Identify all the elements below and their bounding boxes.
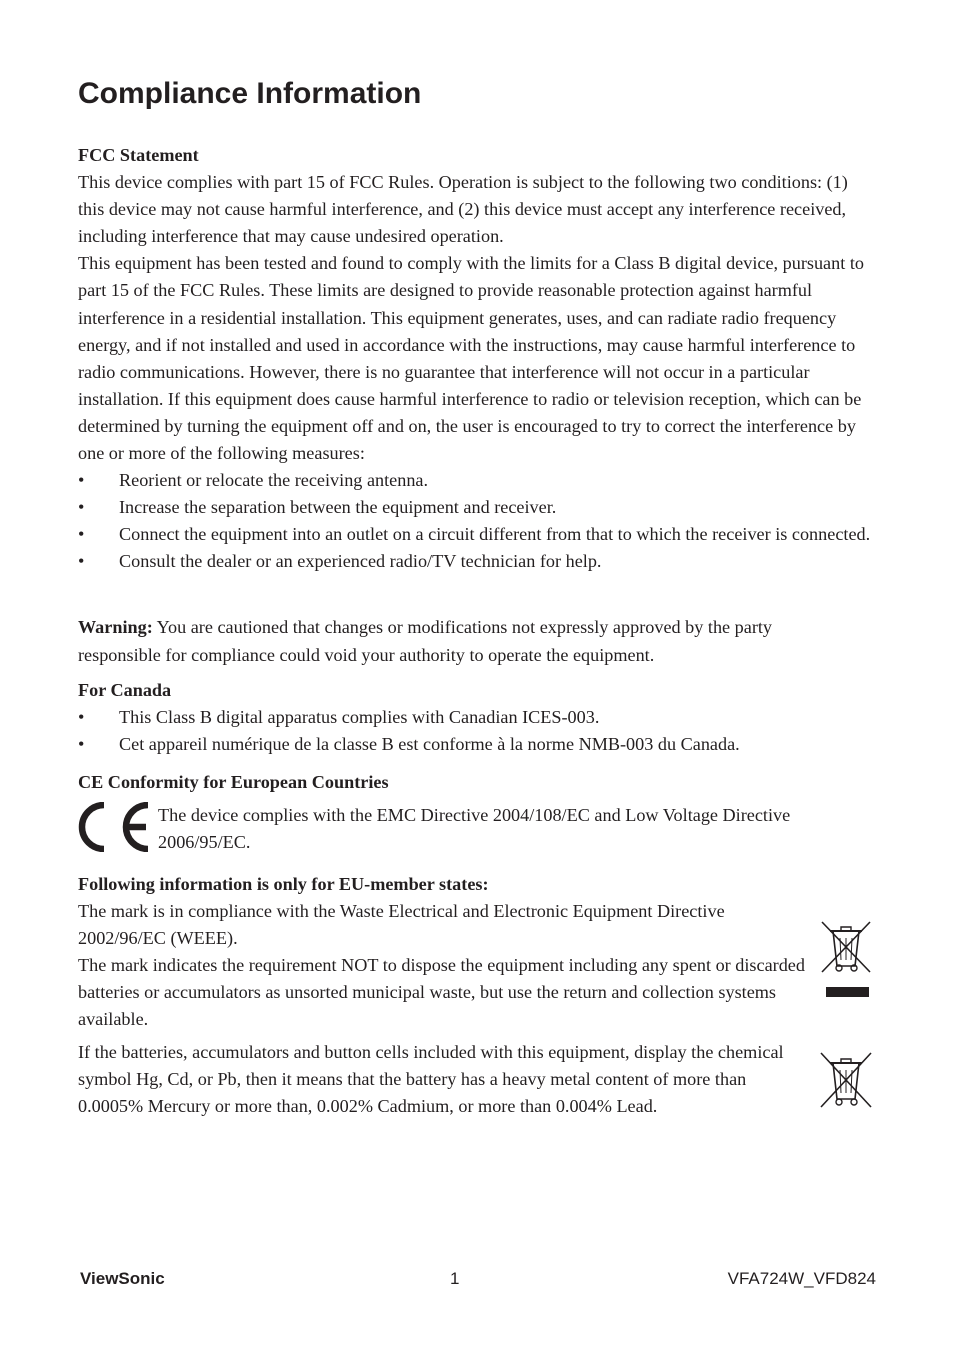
ce-text: The device complies with the EMC Directive 2004/108/EC and Low Voltage Directive 2006/95/EC. bbox=[158, 805, 791, 853]
canada-section bbox=[78, 677, 878, 758]
ce-mark-icon bbox=[78, 802, 150, 852]
eu-section bbox=[78, 871, 818, 1034]
list-item bbox=[78, 521, 878, 548]
list-item bbox=[78, 704, 878, 731]
bullet-icon: • bbox=[78, 524, 85, 545]
fcc-paragraph-2: This equipment has been tested and found to comply with the limits for a Class B digital device, pursuant to part 15 of the FCC Rules. These limits are designed to provide reasonable protection against harmful interference in a residential installation. This equipment generates, uses, and can radiate radio frequency energy, and if not installed and used in accordance with the instructions, may cause harmful interference to radio communications. However, there is no guarantee that interference will not occur in a particular installation. If this equipment does cause harmful interference to radio or television reception, which can be determined by turning the equipment off and on, the user is encouraged to try to correct the interference by one or more of the following measures: bbox=[78, 253, 864, 464]
list-item bbox=[78, 494, 878, 521]
canada-list bbox=[78, 704, 878, 758]
warning-section bbox=[78, 613, 818, 669]
ce-heading-block bbox=[78, 769, 878, 796]
bullet-icon: • bbox=[78, 707, 85, 728]
list-item-text: Connect the equipment into an outlet on a circuit different from that to which the receiver is connected. bbox=[119, 524, 871, 545]
bullet-icon: • bbox=[78, 551, 85, 572]
eu-paragraph-2: The mark indicates the requirement NOT to dispose the equipment including any spent or discarded batteries or accumulators as unsorted municipal waste, but use the return and collection systems available. bbox=[78, 955, 805, 1030]
footer-brand: ViewSonic bbox=[80, 1269, 165, 1288]
list-item-text: Cet appareil numérique de la classe B est conforme à la norme NMB-003 du Canada. bbox=[119, 734, 740, 755]
footer-model: VFA724W_VFD824 bbox=[727, 1269, 876, 1288]
eu-paragraph-3: If the batteries, accumulators and button cells included with this equipment, display the chemical symbol Hg, Cd, or Pb, then it means that the battery has a heavy metal content of more than 0.0005% Mercury or more than, 0.002% Cadmium, or more than 0.004% Lead. bbox=[78, 1042, 784, 1117]
warning-label: Warning: bbox=[78, 617, 153, 637]
bullet-icon: • bbox=[78, 470, 85, 491]
battery-crossed-bin-icon bbox=[818, 1050, 874, 1110]
weee-crossed-bin-icon bbox=[818, 918, 874, 1000]
list-item-text: This Class B digital apparatus complies with Canadian ICES-003. bbox=[119, 707, 600, 728]
warning-paragraph bbox=[78, 613, 818, 669]
footer-page-number: 1 bbox=[450, 1269, 460, 1288]
list-item-text: Reorient or relocate the receiving antenna. bbox=[119, 470, 429, 491]
list-item bbox=[78, 731, 878, 758]
canada-heading: For Canada bbox=[78, 680, 172, 700]
eu-heading: Following information is only for EU-member states: bbox=[78, 874, 489, 894]
ce-text-block bbox=[158, 802, 838, 856]
eu-paragraph-1: The mark is in compliance with the Waste Electrical and Electronic Equipment Directive 2002/96/EC (WEEE). bbox=[78, 901, 725, 949]
fcc-paragraph-1: This device complies with part 15 of FCC Rules. Operation is subject to the following two conditions: (1) this device may not cause harmful interference, and (2) this device must accept any interference received, including interference that may cause undesired operation. bbox=[78, 172, 848, 247]
bullet-icon: • bbox=[78, 497, 85, 518]
fcc-section bbox=[78, 142, 878, 576]
list-item-text: Increase the separation between the equipment and receiver. bbox=[119, 497, 557, 518]
page-title: Compliance Information bbox=[78, 77, 422, 110]
ce-heading: CE Conformity for European Countries bbox=[78, 772, 389, 792]
fcc-heading: FCC Statement bbox=[78, 145, 199, 165]
list-item bbox=[78, 467, 878, 494]
fcc-measures-list bbox=[78, 467, 878, 575]
list-item-text: Consult the dealer or an experienced radio/TV technician for help. bbox=[119, 551, 602, 572]
list-item bbox=[78, 548, 878, 575]
eu-battery-section bbox=[78, 1039, 813, 1120]
bullet-icon: • bbox=[78, 734, 85, 755]
warning-text: You are cautioned that changes or modifications not expressly approved by the party responsible for compliance could void your authority to operate the equipment. bbox=[78, 617, 773, 665]
